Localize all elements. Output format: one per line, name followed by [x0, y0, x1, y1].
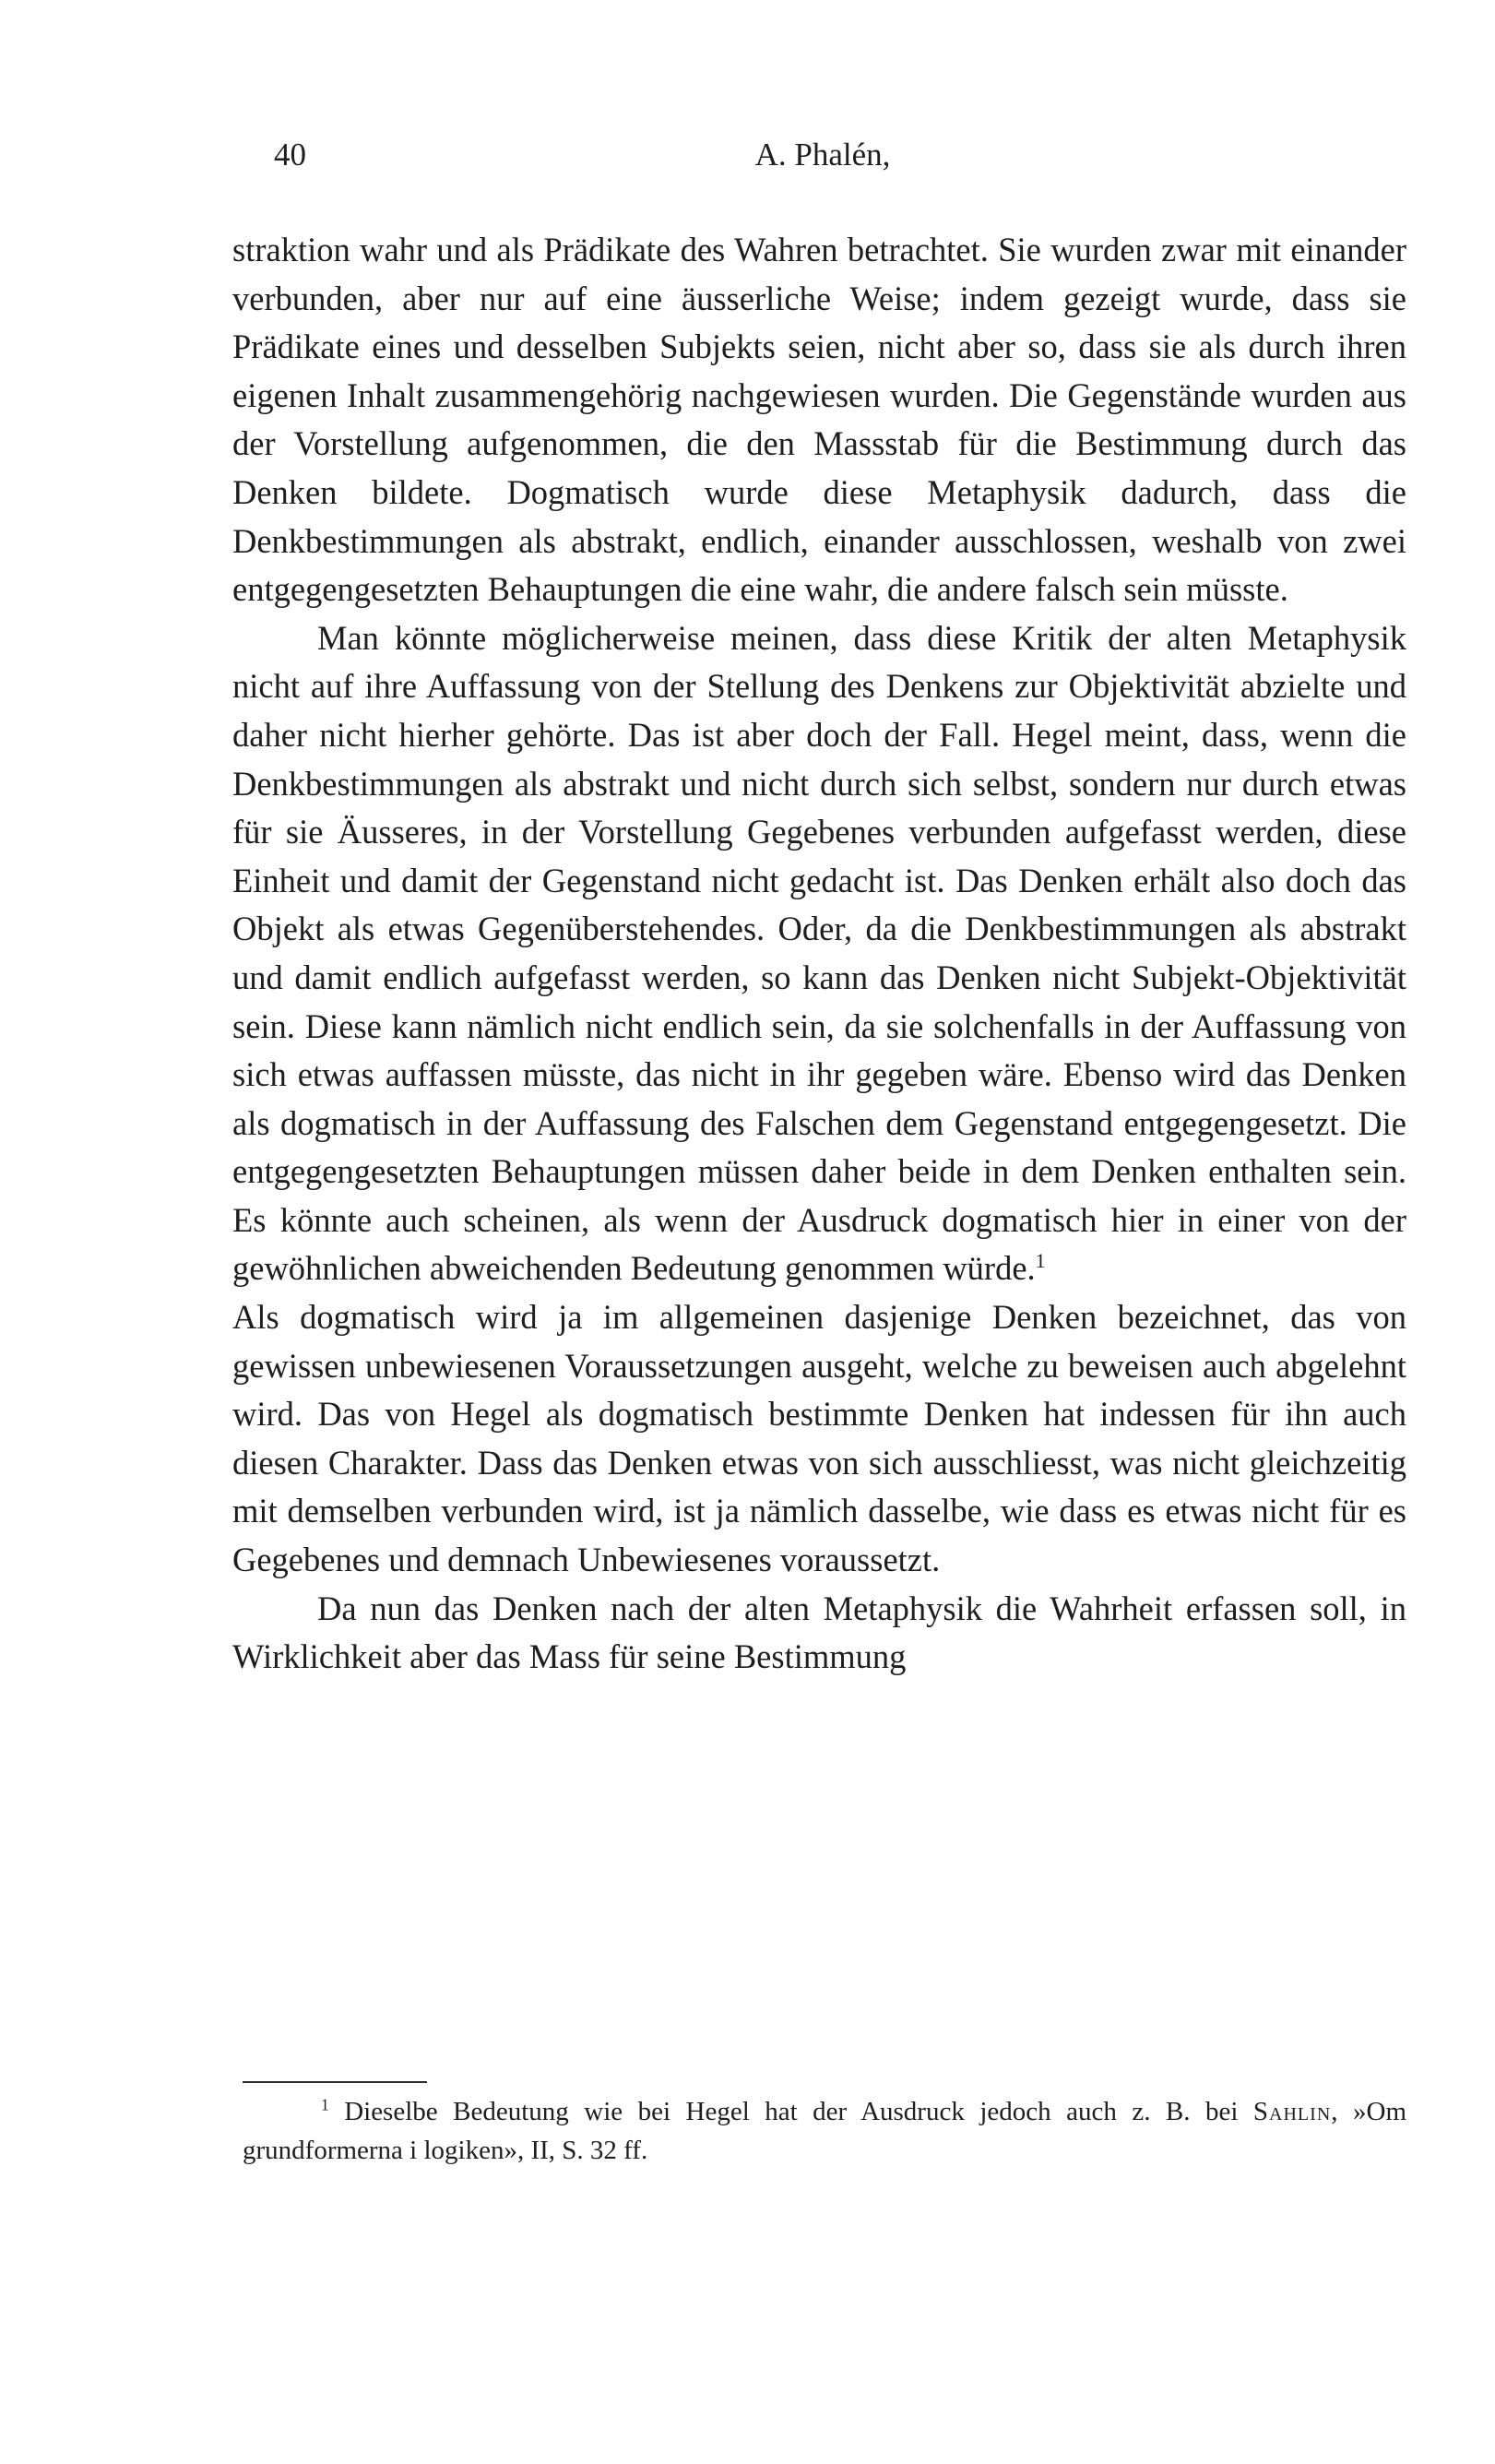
paragraph-continued: [232, 226, 1406, 614]
paragraph-text: Man könnte möglicherweise meinen, dass diese Kritik der alten Metaphysik nicht auf ihre Auffassung von der Stellung des Denkens zur Objektivität abzielte und daher nicht hierher gehörte. Das ist aber doch der Fall. Hegel meint, dass, wenn die Denkbestimmungen als abstrakt und nicht durch sich selbst, sondern nur durch etwas für sie Äusseres, in der Vorstellung Gegebenes verbunden aufgefasst werden, diese Einheit und damit der Gegenstand nicht gedacht ist. Das Denken erhält also doch das Objekt als etwas Gegenüberstehendes. Oder, da die Denkbestimmungen als abstrakt und damit endlich aufgefasst werden, so kann das Denken nicht Subjekt-Objektivität sein. Diese kann nämlich nicht endlich sein, da sie solchenfalls in der Auffassung von sich etwas auffassen müsste, das nicht in ihr gegeben wäre. Ebenso wird das Denken als dogmatisch in der Auffassung des Falschen dem Gegenstand entgegengesetzt. Die entgegengesetzten Behauptungen müssen daher beide in dem Denken enthalten sein. Es könnte auch scheinen, als wenn der Ausdruck dogmatisch hier in einer von der gewöhnlichen abweichenden Bedeutung genommen würde.: [232, 618, 1406, 1288]
footnote-divider: [243, 2081, 427, 2083]
footnote-marker: 1: [321, 2095, 329, 2114]
footnote: [243, 2092, 1406, 2170]
paragraph: [232, 1585, 1406, 1682]
paragraph: [232, 614, 1406, 1293]
paragraph-text: straktion wahr und als Prädikate des Wahren betrachtet. Sie wurden zwar mit einander verbunden, aber nur auf eine äusserliche Weise; indem gezeigt wurde, dass sie Prädikate eines und desselben Subjekts seien, nicht aber so, dass sie als durch ihren eigenen Inhalt zusammengehörig nachgewiesen wurden. Die Gegenstände wurden aus der Vorstellung aufgenommen, die den Massstab für die Bestimmung durch das Denken bildete. Dogmatisch wurde diese Metaphysik dadurch, dass die Denkbestimmungen als abstrakt, endlich, einander ausschlossen, weshalb von zwei entgegengesetzten Behauptungen die eine wahr, die andere falsch sein müsste.: [232, 231, 1406, 609]
page-number: 40: [274, 137, 306, 173]
footnote-reference[interactable]: 1: [1035, 1249, 1046, 1273]
paragraph-text: Als dogmatisch wird ja im allgemeinen dasjenige Denken bezeichnet, das von gewissen unbewiesenen Voraussetzungen ausgeht, welche zu beweisen auch abgelehnt wird. Das von Hegel als dogmatisch bestimmte Denken hat indessen für ihn auch diesen Charakter. Dass das Denken etwas von sich ausschliesst, was nicht gleichzeitig mit demselben verbunden wird, ist ja nämlich dasselbe, wie dass es etwas nicht für es Gegebenes und demnach Unbewiesenes voraussetzt.: [232, 1298, 1406, 1579]
footnote-text: Dieselbe Bedeutung wie bei Hegel hat der Ausdruck jedoch auch z. B. bei: [344, 2097, 1239, 2126]
paragraph-text: Da nun das Denken nach der alten Metaphysik die Wahrheit erfassen soll, in Wirklichkeit aber das Mass für seine Bestimmung: [232, 1589, 1406, 1676]
footnote-author: Sahlin: [1252, 2097, 1332, 2126]
page-header: [232, 137, 1413, 192]
footnote-citation: , »Om grundformerna i logiken», II, S. 32 ff.: [243, 2097, 1406, 2165]
running-head: A. Phalén,: [754, 137, 891, 173]
paragraph-continued: [232, 1293, 1406, 1585]
main-text: [232, 226, 1406, 1682]
